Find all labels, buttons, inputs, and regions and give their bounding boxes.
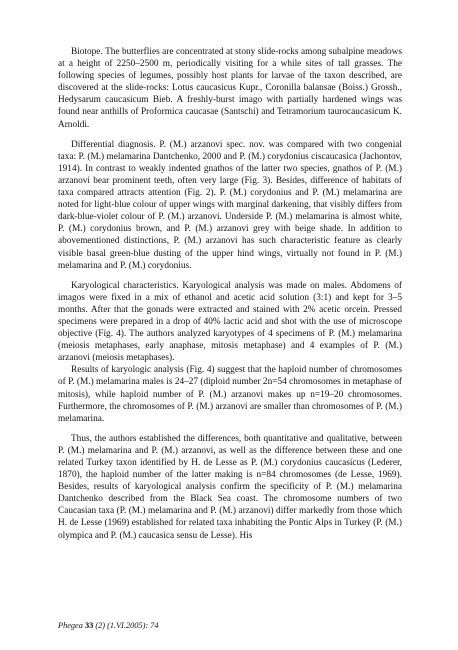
page-body — [58, 46, 402, 542]
footer-issue-date: (2) (1.VI.2005): 74 — [95, 621, 159, 630]
paragraph-differential-diagnosis: Differential diagnosis. P. (M.) arzanovi spec. nov. was compared with two congenial taxa: P. (M.) melamarina Dantchenko, 2000 and P. (M.) corydonius ciscaucasica (Jachontov, 1914). In contrast to weakly indented gnathos of the latter two species, gnathos of P. (M.) arzanovi bear prominent teeth, often very large (Fig. 3). Besides, difference of habitats of taxa compared attracts attention (Fig. 2). P. (M.) corydonius and P. (M.) melamarina are noted for light-blue colour of upper wings with marginal darkening, that visibly differs from dark-blue-violet colour of P. (M.) arzanovi. Underside P. (M.) melamarina is almost white, P. (M.) corydonius brown, and P. (M.) arzanovi grey with beige shade. In addition to abovementioned distinctions, P. (M.) arzanovi has such characteristic feature as clearly visible basal green-blue dusting of the upper hind wings, virtually not found in P. (M.) melamarina and P. (M.) corydonius. — [58, 139, 402, 271]
page-footer — [58, 621, 158, 630]
footer-volume: 33 — [84, 621, 94, 630]
paragraph-conclusion: Thus, the authors established the differences, both quantitative and qualitative, between P. (M.) melamarina and P. (M.) arzanovi, as well as the difference between these and one related Turkey taxon identified by H. de Lesse as P. (M.) corydonius caucasicus (Lederer, 1870), the haploid number of the latter making is n=84 chromosomes (de Lesse, 1969). Besides, results of karyological analysis confirm the specificity of P. (M.) melamarina Dantchenko described from the Black Sea coast. The chromosome numbers of two Caucasian taxa (P. (M.) melamarina and P. (M.) arzanovi) differ markedly from those which H. de Lesse (1969) established for related taxa inhabiting the Pontic Alps in Turkey (P. (M.) olympica and P. (M.) caucasica sensu de Lesse). His — [58, 433, 402, 541]
footer-journal: Phegea — [58, 621, 83, 630]
paragraph-karyological-characteristics: Karyological characteristics. Karyological analysis was made on males. Abdomens of imagos were fixed in a mix of ethanol and acetic acid solution (3:1) and kept for 3–5 months. After that the gonads were extracted and stained with 2% acetic orcein. Pressed specimens were prepared in a drop of 40% lactic acid and shot with the use of microscope objective (Fig. 4). The authors analyzed karyotypes of 4 specimens of P. (M.) melamarina (meiosis metaphases, early anaphase, mitosis metaphase) and 4 examples of P. (M.) arzanovi (meiosis metaphases). — [58, 280, 402, 364]
paragraph-karyologic-results: Results of karyologic analysis (Fig. 4) suggest that the haploid number of chromosomes of P. (M.) melamarina males is 24–27 (diploid number 2n=54 chromosomes in metaphase of mitosis), while haploid number of P. (M.) arzanovi makes up n=19–20 chromosomes. Furthermore, the chromosomes of P. (M.) arzanovi are smaller than chromosomes of P. (M.) melamarina. — [58, 365, 402, 424]
paragraph-biotope: Biotope. The butterflies are concentrated at stony slide-rocks among subalpine meadows at a height of 2250–2500 m, periodically visiting for a while sites of tall grasses. The following species of legumes, possibly host plants for larvae of the taxon described, are discovered at the slide-rocks: Lotus caucasicus Kupr., Coronilla balansae (Boiss.) Grossh., Hedysarum caucasicum Bieb. A freshly-burst imago with partially hardened wings was found near anthills of Proformica caucasae (Santschi) and Tetramorium taurocaucasicum K. Arnoldi. — [58, 47, 402, 130]
